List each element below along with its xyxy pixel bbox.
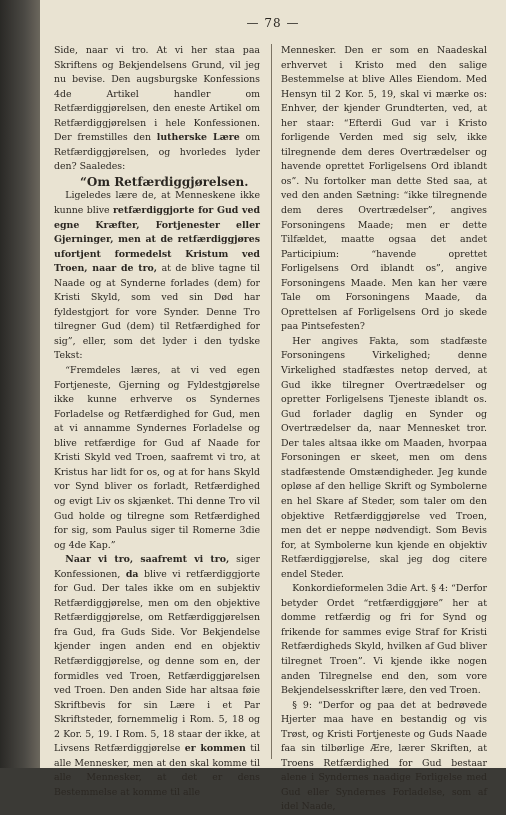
book-gutter bbox=[0, 0, 40, 768]
paragraph: “Fremdeles læres, at vi ved egen Fortjeneste, Gjerning og Fyldestgjørelse ikke kunne erhverve os Syndernes Forladelse og Retfærdighed for Gud, men at vi annamme Syndernes Forladelse og blive retfærdige for Gud af Naade for Kristi Skyld ved Troen, saafremt vi tro, at Kristus har lidt for os, og at for hans Skyld vor Synd bliver os forladt, Retfærdighed og evigt Liv os skjænket. Thi denne Tro vil Gud holde og tilregne som Retfærdighed for sig, som Paulus siger til Romerne 3die og 4de Kap.” bbox=[54, 365, 260, 551]
emphasis: lutherske Lære bbox=[156, 132, 240, 144]
book-page bbox=[40, 0, 506, 813]
text: Side, naar vi tro. At vi her staa paa Skriftens og Bekjendelsens Grund, vil jeg nu bevise. Den augsburgske Konfessions 4de Artikel handler om Retfærdiggjørelsen, den eneste Artikel om Retfærdiggjørelsen i hele Konfessionen. Der fremstilles den bbox=[54, 45, 260, 144]
text: siger Konfessionen, bbox=[54, 554, 260, 580]
paragraph bbox=[54, 44, 260, 175]
section-heading: “Om Retfærdiggjørelsen. bbox=[79, 174, 249, 189]
text: blive vi retfærdiggjorte for Gud. Der tales ikke om en subjektiv Retfærdiggjørelse, men om den objektive Retfærdiggjørelse, om Retfærdiggjørelsen fra Gud, fra Guds Side. Vor Bekjendelse kjender ingen anden end en objektiv Retfærdiggjørelse, og denne som en, der formidles ved Troen, Retfærdiggjørelsen ved Troen. Den anden Side har altsaa føie Skriftbevis for sin Lære i et Par Skriftsteder, fornemmelig i Rom. 5, 18 og 2 Kor. 5, 19. I Rom. 5, 18 staar der ikke, at Livsens Retfærdiggjørelse bbox=[54, 568, 260, 755]
text: Ligeledes lære de, at Menneskene ikke kunne blive bbox=[54, 190, 260, 217]
right-column bbox=[281, 44, 487, 815]
text: at de blive tagne til Naade og at Synderne forlades (dem) for Kristi Skyld, som ved sin Død har fyldestgjort for vore Synder. Denne Tro tilregner Gud (dem) til Retfærdighed for sig”, eller, som det lyder i den tydske Tekst: bbox=[54, 263, 260, 362]
text: til alle Mennesker, men at den skal komme til alle Mennesker, at det er dens Bestemmelse at komme til alle bbox=[54, 743, 261, 798]
emphasis: Naar vi tro, saafremt vi tro, bbox=[65, 554, 230, 566]
paragraph: Konkordieformelen 3die Art. § 4: “Derfor betyder Ordet “retfærdiggjøre” her at domme retfærdig og fri for Synd og frikende for sammes evige Straf for Kristi Retfærdigheds Skyld, hvilken af Gud bliver tilregnet Troen”. Vi kjende ikke nogen anden Tilregnelse end den, som vore Bekjendelsesskrifter lære, den ved Troen. bbox=[281, 583, 487, 697]
paragraph bbox=[54, 553, 260, 800]
paragraph bbox=[54, 189, 260, 364]
paragraph: § 9: “Derfor og paa det at bedrøvede Hjerter maa have en bestandig og vis Trøst, og Kristi Fortjeneste og Guds Naade faa sin tilbørlige Ære, lærer Skriften, at Troens Retfærdighed for Gud bestaar alene i Syndernes naadige Forligelse med Gud eller Syndernes Forladelse, som af idel Naade, bbox=[281, 699, 487, 813]
column-divider bbox=[271, 44, 272, 759]
paragraph: Her angives Fakta, som stadfæste Forsoningens Virkelighed; denne Virkelighed stadfæstes netop derved, at Gud ikke tilregner Overtrædelser og opretter Forligelsens Tjeneste iblandt os. Gud forlader daglig en Synder og Overtrædelser da, naar Mennesket tror. Der tales altsaa ikke om Maaden, hvorpaa Forsoningen er skeet, men om dens stadfæstende Omstændigheder. Jeg kunde opløse af den hellige Skrift og Symbolerne en hel Skare af Steder, som taler om den objektive Retfærdiggjørelse ved Troen, men det er neppe nødvendigt. Som Bevis for, at Symbolerne kun kjende en objektiv Retfærdiggjørelse, skal jeg dog citere endel Steder. bbox=[281, 335, 487, 580]
emphasis: er kommen bbox=[184, 743, 246, 755]
text: om Retfærdiggjørelsen, og hvorledes lyder den? Saaledes: bbox=[54, 132, 260, 173]
paragraph: Mennesker. Den er som en Naadeskal erhvervet i Kristo med den salige Bestemmelse at blive Alles Eiendom. Med Hensyn til 2 Kor. 5, 19, skal vi mærke os: Enhver, der kjender Grundterten, ved, at her staar: “Efterdi Gud var i Kristo forligende Verden med sig selv, ikke tilregnende dem deres Overtrædelser og havende oprettet Forligelsens Ord iblandt os”. Nu fortolker man dette Sted saa, at ved den anden Sætning: “ikke tilregnende dem deres Overtrædelser”, angives Forsoningens Maade; men er dette Tilfældet, maatte ogsaa det andet Participium: “havende oprettet Forligelsens Ord iblandt os”, angive Forsoningens Maade. Men kan her være Tale om Forsoningens Maade, da Oprettelsen af Forligelsens Ord jo skede paa Pintsefesten? bbox=[281, 45, 487, 333]
page-number: — 78 — bbox=[246, 16, 300, 30]
left-column bbox=[54, 44, 260, 800]
emphasis: retfærdiggjorte for Gud ved egne Kræfter, Fortjenester eller Gjerninger, men at de retfærdiggjøres ufortjent formedelst Kristum ved Troen, naar de tro, bbox=[54, 205, 260, 275]
emphasis: da bbox=[125, 568, 139, 580]
